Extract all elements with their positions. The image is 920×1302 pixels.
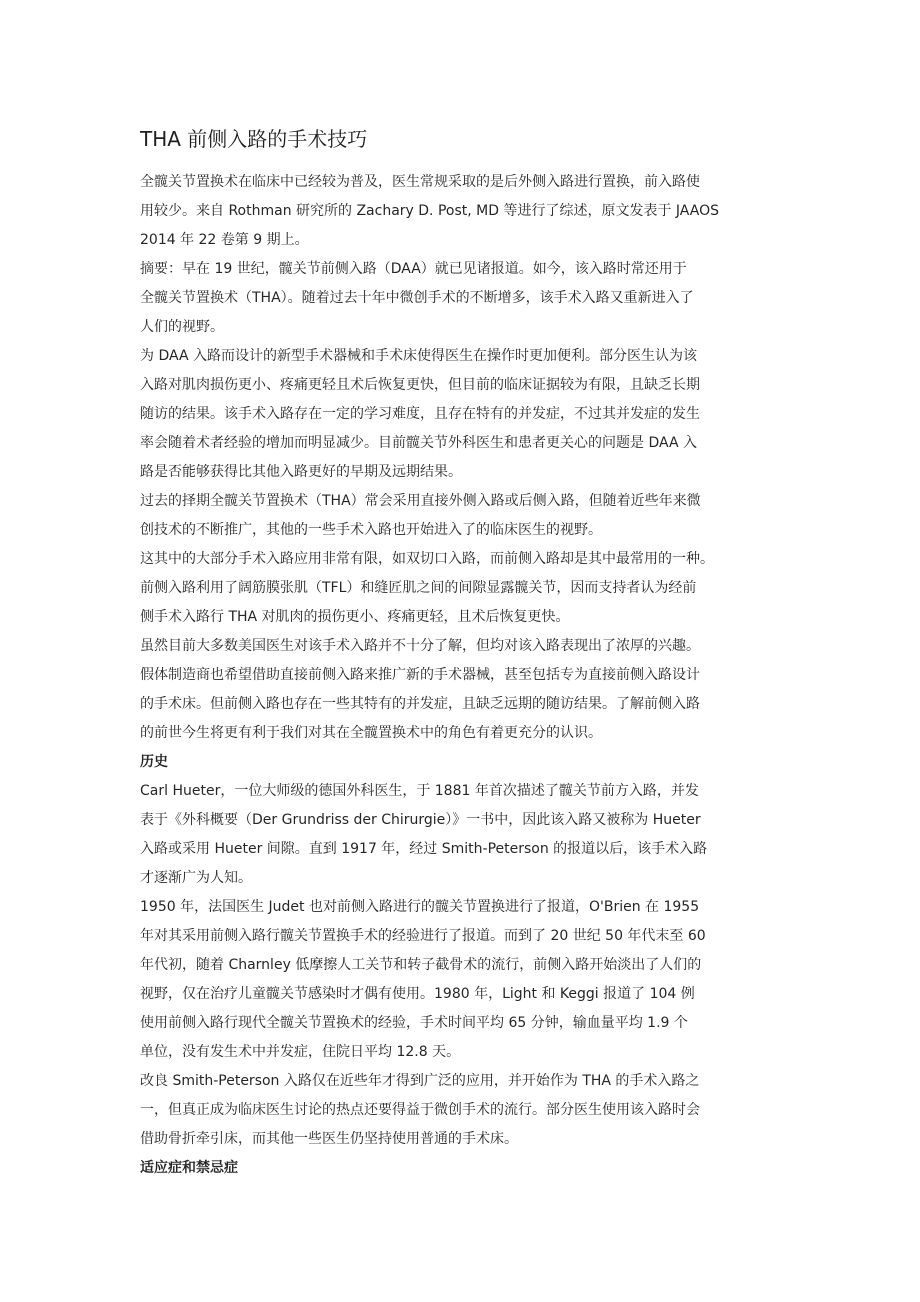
- text-line: 用较少。来自 Rothman 研究所的 Zachary D. Post, MD 等进行了综述，原文发表于 JAAOS: [140, 203, 719, 219]
- text-line: 的前世今生将更有利于我们对其在全髋置换术中的角色有着更充分的认识。: [140, 725, 602, 741]
- text-line: 假体制造商也希望借助直接前侧入路来推广新的手术器械，甚至包括专为直接前侧入路设计: [140, 667, 700, 683]
- text-line: 年对其采用前侧入路行髋关节置换手术的经验进行了报道。而到了 20 世纪 50 年代末至 60: [140, 928, 706, 944]
- text-line: Carl Hueter，一位大师级的德国外科医生，于 1881 年首次描述了髋关节前方入路，并发: [140, 783, 699, 799]
- text-line: 使用前侧入路行现代全髋关节置换术的经验，手术时间平均 65 分钟，输血量平均 1.9 个: [140, 1015, 688, 1031]
- text-line: 创技术的不断推广，其他的一些手术入路也开始进入了的临床医生的视野。: [140, 522, 602, 538]
- text-line: 全髋关节置换术（THA）。随着过去十年中微创手术的不断增多，该手术入路又重新进入了: [140, 290, 694, 306]
- text-line: 路是否能够获得比其他入路更好的早期及远期结果。: [140, 464, 462, 480]
- text-line: 为 DAA 入路而设计的新型手术器械和手术床使得医生在操作时更加便利。部分医生认为该: [140, 348, 697, 364]
- text-line: 才逐渐广为人知。: [140, 870, 252, 886]
- text-line: 1950 年，法国医生 Judet 也对前侧入路进行的髋关节置换进行了报道，O'Brien 在 1955: [140, 899, 700, 915]
- text-line: 全髋关节置换术在临床中已经较为普及，医生常规采取的是后外侧入路进行置换，前入路使: [140, 174, 700, 190]
- text-line: 率会随着术者经验的增加而明显减少。目前髋关节外科医生和患者更关心的问题是 DAA 入: [140, 435, 697, 451]
- text-line: 前侧入路利用了阔筋膜张肌（TFL）和缝匠肌之间的间隙显露髋关节，因而支持者认为经前: [140, 580, 697, 596]
- text-line: 改良 Smith-Peterson 入路仅在近些年才得到广泛的应用，并开始作为 THA 的手术入路之: [140, 1073, 700, 1089]
- text-line: 这其中的大部分手术入路应用非常有限，如双切口入路，而前侧入路却是其中最常用的一种。: [140, 551, 714, 567]
- text-line: 侧手术入路行 THA 对肌肉的损伤更小、疼痛更轻，且术后恢复更快。: [140, 609, 570, 625]
- text-line: 2014 年 22 卷第 9 期上。: [140, 232, 309, 248]
- text-line: 随访的结果。该手术入路存在一定的学习难度，且存在特有的并发症，不过其并发症的发生: [140, 406, 700, 422]
- text-line: 虽然目前大多数美国医生对该手术入路并不十分了解，但均对该入路表现出了浓厚的兴趣。: [140, 638, 700, 654]
- text-line: 单位，没有发生术中并发症，住院日平均 12.8 天。: [140, 1044, 461, 1060]
- text-line: 的手术床。但前侧入路也存在一些其特有的并发症，且缺乏远期的随访结果。了解前侧入路: [140, 696, 700, 712]
- section-heading-history: 历史: [140, 754, 168, 770]
- document-title: THA 前侧入路的手术技巧: [140, 127, 368, 151]
- section-heading-indications: 适应症和禁忌症: [140, 1160, 238, 1176]
- text-line: 视野，仅在治疗儿童髋关节感染时才偶有使用。1980 年，Light 和 Keggi 报道了 104 例: [140, 986, 695, 1002]
- text-line: 人们的视野。: [140, 319, 224, 335]
- text-line: 入路对肌肉损伤更小、疼痛更轻且术后恢复更快，但目前的临床证据较为有限，且缺乏长期: [140, 377, 700, 393]
- text-line: 摘要：早在 19 世纪，髋关节前侧入路（DAA）就已见诸报道。如今，该入路时常还用于: [140, 261, 687, 277]
- text-line: 入路或采用 Hueter 间隙。直到 1917 年，经过 Smith-Peterson 的报道以后，该手术入路: [140, 841, 708, 857]
- text-line: 年代初，随着 Charnley 低摩擦人工关节和转子截骨术的流行，前侧入路开始淡出了人们的: [140, 957, 702, 973]
- text-line: 借助骨折牵引床，而其他一些医生仍坚持使用普通的手术床。: [140, 1131, 518, 1147]
- text-line: 一，但真正成为临床医生讨论的热点还要得益于微创手术的流行。部分医生使用该入路时会: [140, 1102, 700, 1118]
- text-line: 过去的择期全髋关节置换术（THA）常会采用直接外侧入路或后侧入路，但随着近些年来微: [140, 493, 701, 509]
- text-line: 表于《外科概要（Der Grundriss der Chirurgie）》一书中，因此该入路又被称为 Hueter: [140, 812, 701, 828]
